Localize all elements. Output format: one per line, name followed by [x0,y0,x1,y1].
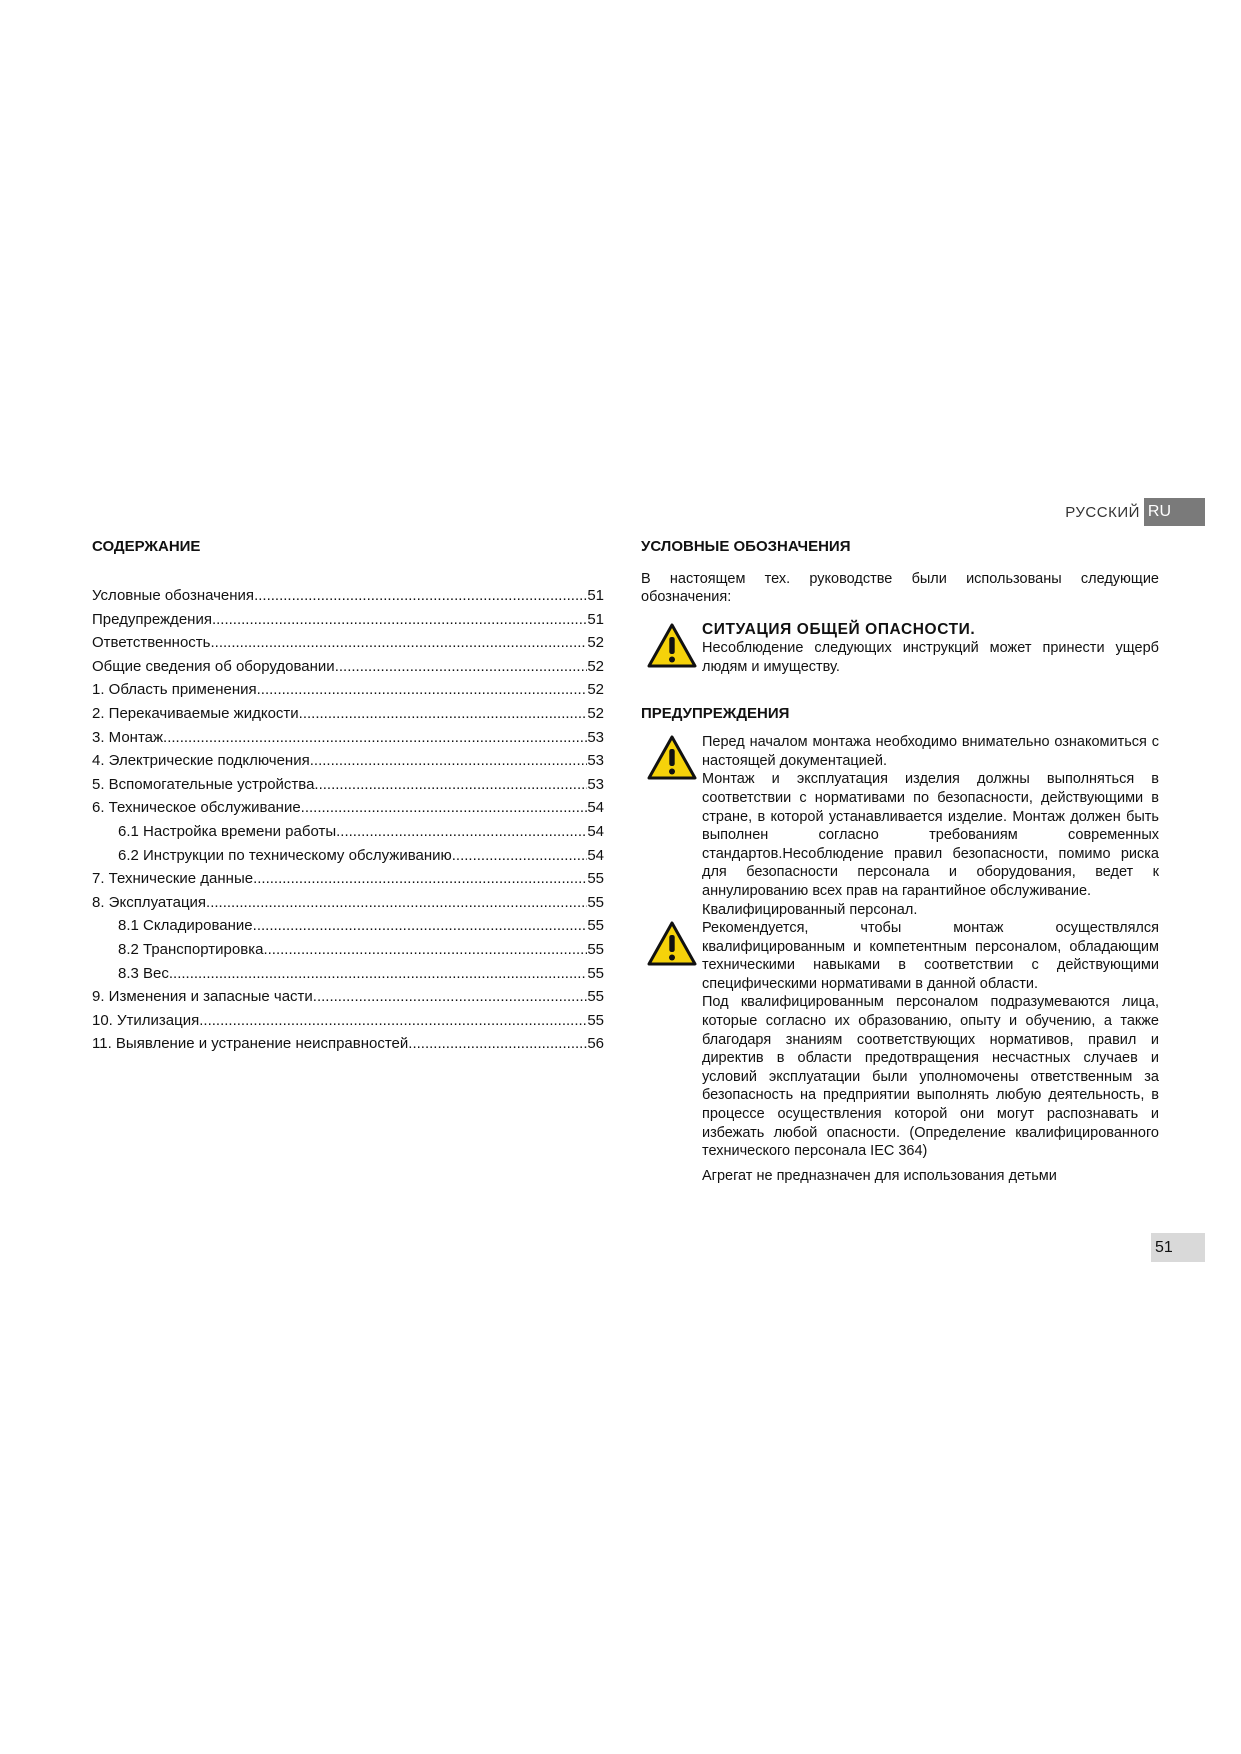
toc-entry-page: 52 [587,657,604,675]
toc-entry-page: 52 [587,634,604,652]
toc-entry-page: 55 [587,870,604,888]
toc-entry-page: 54 [587,822,604,840]
toc-entry [92,584,604,608]
toc-list [92,584,604,1056]
toc-entry-page: 55 [587,1011,604,1029]
warning-triangle-icon [647,735,697,780]
toc-subentry [92,962,604,986]
warnings-paragraph-1: Перед началом монтажа необходимо внимательно ознакомиться с настоящей документацией. [702,734,1159,769]
toc-entry-label: 8.1 Складирование [118,917,253,935]
toc-entry-page: 51 [587,587,604,604]
toc-entry [92,631,604,655]
toc-entry-page: 52 [587,704,604,722]
warning-triangle-icon [647,921,697,966]
toc-leader-dots [336,820,587,844]
toc-entry-page: 55 [587,893,604,911]
toc-entry-page: 55 [587,964,604,982]
toc-entry-page: 54 [587,799,604,817]
toc-entry-label: 8.2 Транспортировка [118,940,264,958]
toc-entry [92,749,604,773]
toc-entry-page: 55 [587,940,604,958]
toc-leader-dots [452,844,588,868]
language-label: РУССКИЙ [1065,503,1140,521]
toc-entry-page: 52 [587,681,604,699]
toc-leader-dots [206,891,587,915]
toc-entry-label: Ответственность [92,634,211,652]
warnings-block-1 [641,733,1159,919]
toc-entry-label: 6.2 Инструкции по техническому обслуживанию [118,846,452,864]
toc-entry-label: 6.1 Настройка времени работы [118,822,337,840]
general-danger-block [641,621,1159,677]
warnings-heading: ПРЕДУПРЕЖДЕНИЯ [641,704,790,722]
toc-entry-label: 9. Изменения и запасные части [92,988,313,1006]
toc-leader-dots [263,938,587,962]
warnings-paragraph-6: Агрегат не предназначен для использования детьми [702,1167,1057,1184]
toc-entry [92,726,604,750]
toc-entry-label: 7. Технические данные [92,870,254,888]
toc-entry-page: 53 [587,775,604,793]
toc-entry-page: 55 [587,988,604,1006]
toc-entry [92,891,604,915]
toc-entry-label: 2. Перекачиваемые жидкости [92,704,299,722]
warnings-paragraph-5: Под квалифицированным персоналом подразумеваются лица, которые согласно их образованию, опыту и обучению, а также благодаря знаниям соответствующих нормативов, правил и директив в области предотвращения несчастных случаев и условий эксплуатации были уполномочены ответственным за безопасность на предприятии выполнять любую деятельность, в процессе осуществления которой они могут распознавать и избежать любой опасности. (Определение квалифицированного технического персонала IEC 364) [702,994,1159,1160]
toc-leader-dots [199,1009,587,1033]
toc-entry-label: 8.3 Вес [118,964,169,982]
toc-entry-page: 54 [587,846,604,864]
toc-entry-label: 5. Вспомогательные устройства [92,775,315,793]
toc-leader-dots [299,702,588,726]
toc-leader-dots [313,985,588,1009]
toc-entry [92,867,604,891]
table-of-contents [92,538,604,1056]
toc-entry [92,1032,604,1056]
general-danger-text: Несоблюдение следующих инструкций может принести ущерб людям и имуществу. [702,640,1159,675]
page-number: 51 [1151,1233,1205,1262]
toc-entry [92,1009,604,1033]
toc-entry-page: 53 [587,728,604,746]
toc-entry-page: 55 [587,917,604,935]
toc-leader-dots [314,773,587,797]
toc-leader-dots [254,584,587,608]
toc-subentry [92,914,604,938]
toc-entry [92,678,604,702]
right-column [641,538,1159,1185]
toc-entry-label: 10. Утилизация [92,1011,200,1029]
language-code-badge: RU [1144,498,1205,526]
toc-leader-dots [253,867,587,891]
warning-triangle-icon [647,623,697,668]
toc-entry [92,608,604,632]
toc-entry [92,702,604,726]
toc-entry-label: 11. Выявление и устранение неисправностей [92,1035,409,1053]
toc-entry-page: 53 [587,752,604,770]
toc-leader-dots [253,914,588,938]
toc-entry-page: 56 [587,1035,604,1053]
toc-leader-dots [163,726,587,750]
general-danger-title: СИТУАЦИЯ ОБЩЕЙ ОПАСНОСТИ. [702,620,976,638]
toc-leader-dots [310,749,588,773]
toc-entry-label: Условные обозначения [92,587,255,604]
toc-leader-dots [257,678,588,702]
toc-leader-dots [211,631,588,655]
toc-entry-label: 8. Эксплуатация [92,893,207,911]
toc-leader-dots [335,655,588,679]
toc-entry-label: 3. Монтаж [92,728,164,746]
warnings-paragraph-4: Рекомендуется, чтобы монтаж осуществлялся квалифицированным и компетентным персоналом, обладающим техническими навыками в соответствии с действующими специфическими нормативами в данной области. [702,920,1159,992]
symbols-intro: В настоящем тех. руководстве были использованы следующие обозначения: [641,570,1159,606]
toc-subentry [92,844,604,868]
warnings-paragraph-3: Квалифицированный персонал. [702,901,918,918]
toc-entry [92,985,604,1009]
toc-entry-label: 6. Техническое обслуживание [92,799,301,817]
toc-subentry [92,938,604,962]
warnings-block-2 [641,919,1159,1185]
symbols-heading: УСЛОВНЫЕ ОБОЗНАЧЕНИЯ [641,538,851,555]
toc-entry-label: Общие сведения об оборудовании [92,657,335,675]
toc-leader-dots [212,608,587,632]
toc-entry-label: 4. Электрические подключения [92,752,310,770]
language-tab [1065,498,1205,526]
toc-entry [92,655,604,679]
toc-leader-dots [408,1032,587,1056]
toc-title: СОДЕРЖАНИЕ [92,538,201,555]
toc-entry-label: Предупреждения [92,610,212,628]
warnings-paragraph-2: Монтаж и эксплуатация изделия должны выполняться в соответствии с нормативами по безопасности, действующими в стране, в которой устанавливается изделие. Монтаж должен быть выполнен согласно требованиям современных стандартов.Несоблюдение правил безопасности, помимо риска для безопасности персонала и оборудования, ведет к аннулированию всех прав на гарантийное обслуживание. [702,771,1159,899]
toc-entry [92,773,604,797]
toc-entry [92,796,604,820]
toc-entry-label: 1. Область применения [92,681,257,699]
toc-subentry [92,820,604,844]
toc-leader-dots [169,962,587,986]
toc-leader-dots [301,796,588,820]
toc-entry-page: 51 [587,610,604,628]
